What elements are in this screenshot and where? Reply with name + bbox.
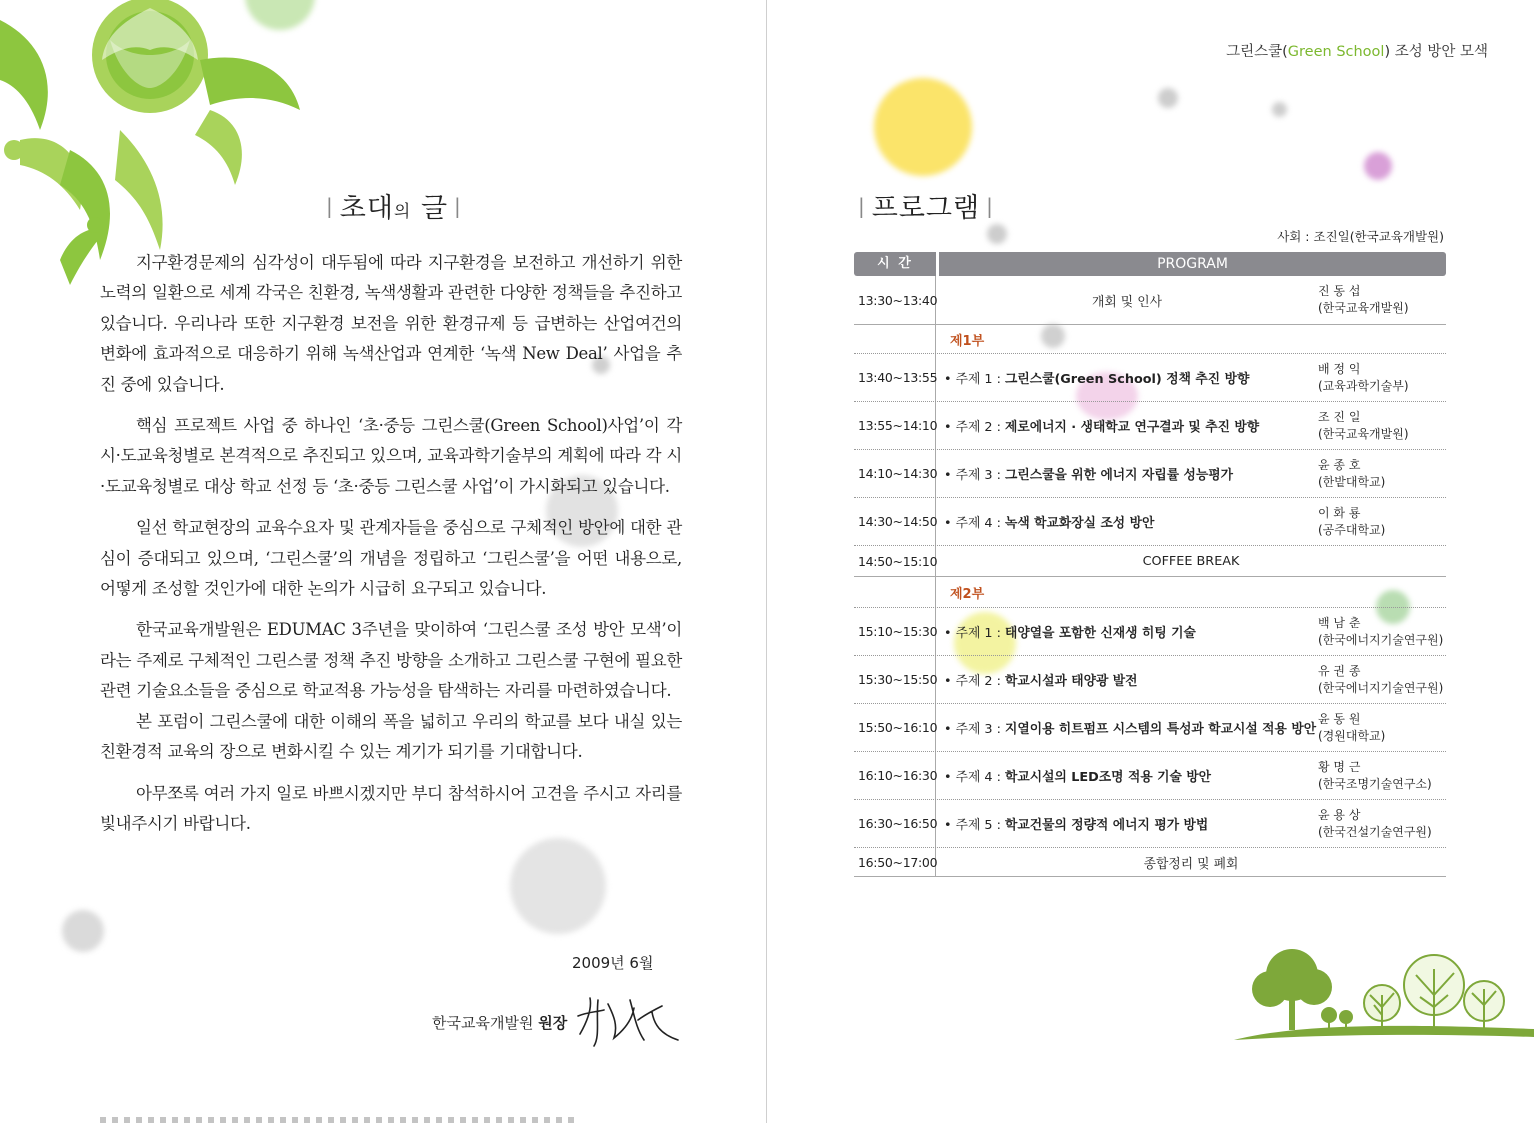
program-title: | 프로그램 | xyxy=(858,193,994,224)
speaker-cell xyxy=(1318,361,1446,395)
part-label: 제2부 xyxy=(950,586,985,602)
topic-cell xyxy=(936,512,1318,531)
part-heading-row xyxy=(854,577,1446,608)
speaker-cell xyxy=(1318,759,1446,793)
letter-title-main: 초대 xyxy=(339,193,394,224)
time-cell: 16:50~17:00 xyxy=(854,848,936,876)
speaker-name: 윤 용 상 xyxy=(1318,807,1361,822)
topic-cell xyxy=(936,718,1318,737)
program-row xyxy=(854,800,1446,848)
program-row xyxy=(854,402,1446,450)
time-cell: 13:30~13:40 xyxy=(854,276,936,324)
time-cell: 13:55~14:10 xyxy=(854,402,936,449)
part-label: 제1부 xyxy=(950,333,985,349)
speaker-name: 진 동 섭 xyxy=(1318,284,1361,298)
topic-title: 태양열을 포함한 신재생 히팅 기술 xyxy=(1005,626,1196,641)
time-cell: 15:10~15:30 xyxy=(854,608,936,655)
letter-paragraph: 본 포럼이 그린스쿨에 대한 이해의 폭을 넓히고 우리의 학교를 보다 내실 있는 친환경적 교육의 장으로 변화시킬 수 있는 계기가 되기를 기대합니다. xyxy=(100,711,682,762)
topic-cell xyxy=(936,416,1318,435)
header-time: 시 간 xyxy=(854,252,936,276)
speaker-affiliation: (한국에너지기술연구원) xyxy=(1318,680,1444,695)
letter-title-particle: 의 xyxy=(393,202,412,222)
topic-title: 학교시설의 LED조명 적용 기술 방안 xyxy=(1005,770,1212,785)
time-cell: 13:40~13:55 xyxy=(854,354,936,401)
decor-dot xyxy=(1158,88,1178,108)
speaker-affiliation: (한국건설기술연구원) xyxy=(1318,824,1432,839)
speaker-name: 유 권 종 xyxy=(1318,663,1361,678)
letter-paragraph: 일선 학교현장의 교육수요자 및 관계자들을 중심으로 구체적인 방안에 대한 관심이 증대되고 있으며, ‘그린스쿨’의 개념을 정립하고 ‘그린스쿨’을 어떤 내용으로, 어떻게 조성할 것인가에 대한 논의가 시급히 요구되고 있습니다. xyxy=(100,518,682,599)
program-table xyxy=(854,252,1446,877)
moderator-text: 사회 : 조진일(한국교육개발원) xyxy=(1277,229,1444,244)
speaker-affiliation: (한국에너지기술연구원) xyxy=(1318,632,1444,647)
speaker-name: 백 남 춘 xyxy=(1318,615,1361,630)
running-header: 그린스쿨(Green School) 조성 방안 모색 xyxy=(1226,44,1488,60)
time-cell: 14:50~15:10 xyxy=(854,546,936,576)
letter-title-end: 글 xyxy=(420,193,449,224)
table-header xyxy=(854,252,1446,276)
time-cell: 15:30~15:50 xyxy=(854,656,936,703)
speaker-cell xyxy=(1318,409,1446,443)
time-cell xyxy=(854,577,936,607)
topic-number: • 주제 2 : xyxy=(944,420,1005,435)
signer-title: 원장 xyxy=(538,1014,568,1032)
topic-cell xyxy=(936,464,1318,483)
speaker-affiliation: (공주대학교) xyxy=(1318,522,1386,537)
time-cell: 16:30~16:50 xyxy=(854,800,936,847)
program-row xyxy=(854,354,1446,402)
decor-dot xyxy=(987,224,1007,244)
header-program: PROGRAM xyxy=(939,252,1446,276)
header-english: Green School xyxy=(1287,44,1385,60)
letter-paragraph: 지구환경문제의 심각성이 대두됨에 따라 지구환경을 보전하고 개선하기 위한 노력의 일환으로 세계 각국은 친환경, 녹색생활과 관련한 다양한 정책들을 추진하고 있습니다. 우리나라 또한 지구환경 보전을 위한 환경규제 등 급변하는 산업여건의 변화에 효과적으로 대응하기 위해 녹색산업과 연계한 ‘녹색 New Deal’ 사업을 추진 중에 있습니다. xyxy=(100,253,682,394)
topic-number: • 주제 4 : xyxy=(944,770,1005,785)
topic-cell xyxy=(936,814,1318,833)
program-row xyxy=(854,848,1446,877)
decor-dot xyxy=(62,910,104,952)
speaker-name: 배 정 익 xyxy=(1318,361,1361,376)
part-cell xyxy=(936,583,1446,602)
topic-title: 제로에너지 · 생태학교 연구결과 및 추진 방향 xyxy=(1005,420,1260,435)
speaker-cell xyxy=(1318,807,1446,841)
topic-number: • 주제 4 : xyxy=(944,516,1005,531)
topic-title: 지열이용 히트펌프 시스템의 특성과 학교시설 적용 방안 xyxy=(1005,722,1317,737)
topic-number: • 주제 5 : xyxy=(944,818,1005,833)
speaker-cell xyxy=(1318,615,1446,649)
time-cell xyxy=(854,325,936,353)
speaker-cell xyxy=(1318,663,1446,697)
letter-title: | 초대의 글 | xyxy=(326,193,462,224)
program-row xyxy=(854,450,1446,498)
speaker-affiliation: (교육과학기술부) xyxy=(1318,378,1409,393)
speaker-affiliation: (한국조명기술연구소) xyxy=(1318,776,1432,791)
speaker-cell xyxy=(1318,457,1446,491)
program-row xyxy=(854,752,1446,800)
decor-dot xyxy=(874,78,972,176)
topic-cell xyxy=(936,622,1318,641)
signer-org: 한국교육개발원 xyxy=(432,1014,534,1032)
invitation-letter xyxy=(100,248,682,850)
topic-title: 녹색 학교화장실 조성 방안 xyxy=(1005,516,1155,531)
program-row xyxy=(854,608,1446,656)
topic-number: • 주제 1 : xyxy=(944,372,1005,387)
letter-paragraph: 핵심 프로젝트 사업 중 하나인 ‘초·중등 그린스쿨(Green School)사업’이 각 시·도교육청별로 본격적으로 추진되고 있으며, 교육과학기술부의 계획에 따라 각 시·도교육청별로 대상 학교 선정 등 ‘초·중등 그린스쿨 사업’이 가시화되고 있습니다. xyxy=(100,416,682,496)
letter-date: 2009년 6월 xyxy=(572,954,654,972)
cut-line xyxy=(100,1117,580,1123)
speaker-cell xyxy=(1318,505,1446,539)
speaker-name: 조 진 일 xyxy=(1318,409,1361,424)
time-cell: 14:10~14:30 xyxy=(854,450,936,497)
topic-title: 학교건물의 정량적 에너지 평가 방법 xyxy=(1005,818,1209,833)
topic-cell xyxy=(936,368,1318,387)
speaker-name: 윤 동 원 xyxy=(1318,711,1361,726)
speaker-affiliation: (한밭대학교) xyxy=(1318,474,1386,489)
part-cell xyxy=(936,330,1446,349)
topic-cell xyxy=(936,766,1318,785)
speaker-affiliation: (한국교육개발원) xyxy=(1318,301,1409,315)
topic-title: 그린스쿨(Green School) 정책 추진 방향 xyxy=(1005,372,1250,387)
topic-number: • 주제 2 : xyxy=(944,674,1005,689)
time-cell: 15:50~16:10 xyxy=(854,704,936,751)
program-row xyxy=(854,276,1446,325)
handwritten-signature xyxy=(574,990,684,1050)
speaker-cell xyxy=(1318,283,1446,317)
decor-dot xyxy=(1364,152,1392,180)
program-row xyxy=(854,704,1446,752)
letter-paragraph: 한국교육개발원은 EDUMAC 3주년을 맞이하여 ‘그린스쿨 조성 방안 모색’이라는 주제로 구체적인 그린스쿨 정책 추진 방향을 소개하고 그린스쿨 구현에 필요한 관련 기술요소들을 중심으로 학교적용 가능성을 탐색하는 자리를 마련하였습니다. xyxy=(100,620,682,701)
time-cell: 16:10~16:30 xyxy=(854,752,936,799)
speaker-cell xyxy=(1318,711,1446,745)
part-heading-row xyxy=(854,325,1446,354)
program-row xyxy=(854,498,1446,546)
decor-dot xyxy=(1272,102,1287,117)
topic-number: • 주제 3 : xyxy=(944,468,1005,483)
speaker-affiliation: (경원대학교) xyxy=(1318,728,1386,743)
topic-cell xyxy=(936,670,1318,689)
trees-illustration xyxy=(1234,945,1534,1045)
program-row xyxy=(854,546,1446,577)
speaker-affiliation: (한국교육개발원) xyxy=(1318,426,1409,441)
topic-number: • 주제 3 : xyxy=(944,722,1005,737)
decor-dot xyxy=(510,838,606,934)
topic-title: 그린스쿨을 위한 에너지 자립률 성능평가 xyxy=(1005,468,1233,483)
page-fold xyxy=(766,0,767,1123)
topic-title: 학교시설과 태양광 발전 xyxy=(1005,674,1138,689)
session-title: 종합정리 및 폐회 xyxy=(1143,856,1239,872)
time-cell: 14:30~14:50 xyxy=(854,498,936,545)
signer-line xyxy=(432,1012,567,1033)
session-title: COFFEE BREAK xyxy=(1142,553,1240,569)
topic-number: • 주제 1 : xyxy=(944,626,1005,641)
session-title: 개회 및 인사 xyxy=(1092,294,1162,310)
letter-paragraph: 아무쪼록 여러 가지 일로 바쁘시겠지만 부디 참석하시어 고견을 주시고 자리를 빛내주시기 바랍니다. xyxy=(100,783,682,833)
speaker-name: 이 화 룡 xyxy=(1318,505,1361,520)
speaker-name: 윤 종 호 xyxy=(1318,457,1361,472)
speaker-name: 황 명 근 xyxy=(1318,759,1361,774)
program-row xyxy=(854,656,1446,704)
